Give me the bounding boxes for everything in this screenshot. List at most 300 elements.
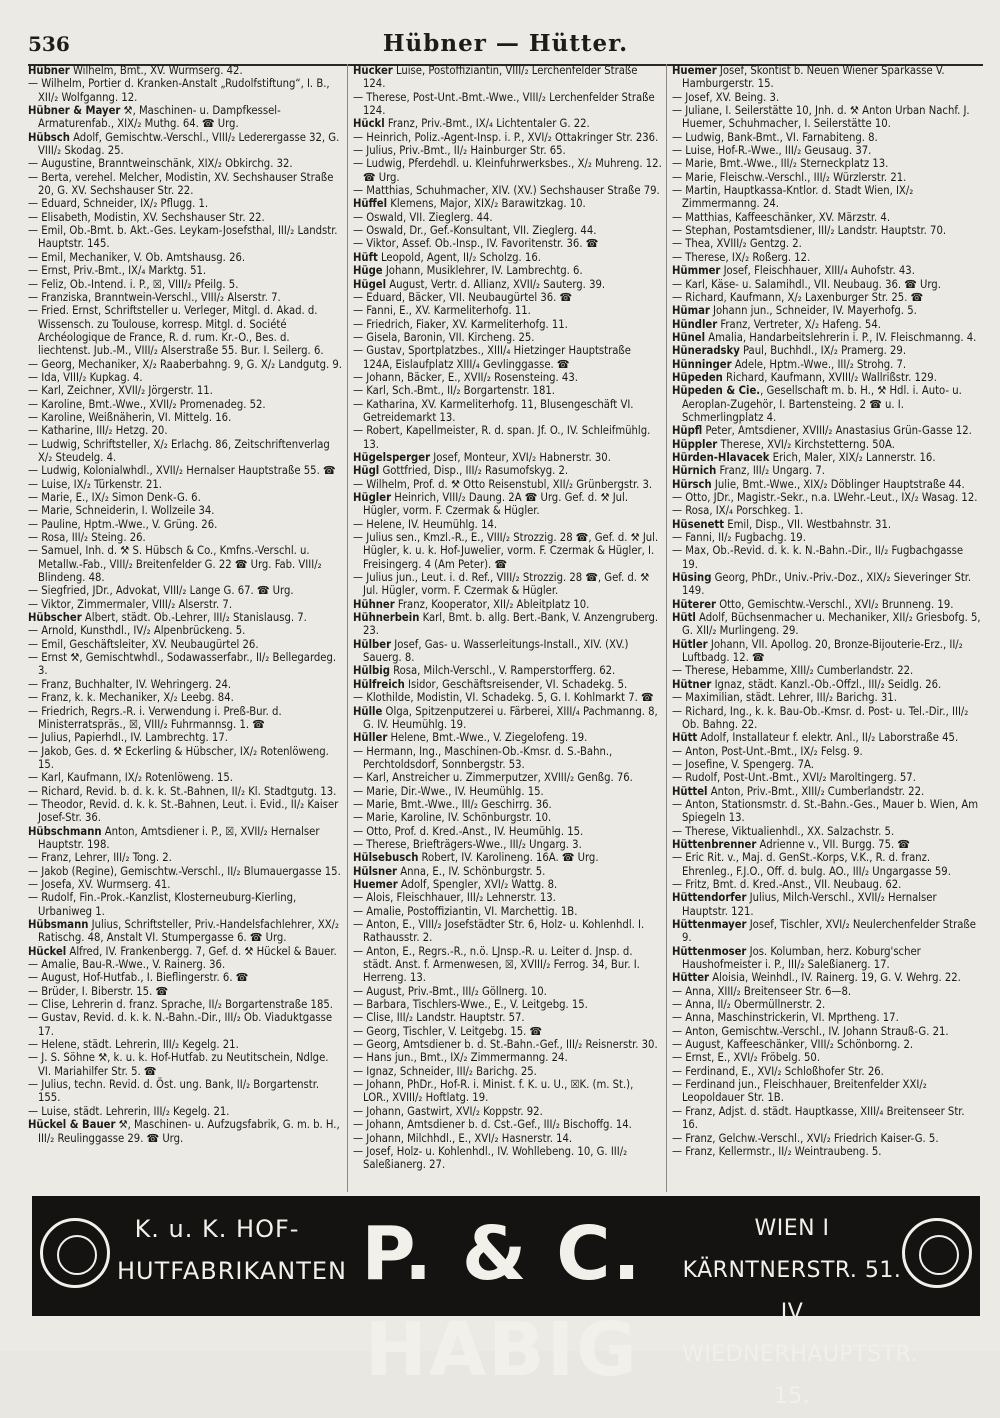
- directory-entry: [28, 945, 343, 958]
- directory-entry: [353, 1065, 662, 1078]
- entry-details: Franz, Priv.-Bmt., IX/₄ Lichtentaler G. 22.: [384, 117, 590, 131]
- entry-details: — Richard, Ing., k. k. Bau-Ob.-Kmsr. d. Post- u. Tel.-Dir., III/₂ Ob. Bahng. 22.: [672, 704, 969, 731]
- entry-details: Georg, PhDr., Univ.-Priv.-Doz., XIX/₂ Sieveringer Str. 149.: [682, 571, 972, 598]
- entry-surname: Huemer: [353, 877, 398, 891]
- entry-details: — Luise, IX/₂ Türkenstr. 21.: [28, 477, 162, 491]
- entry-surname: Hüttenmayer: [672, 918, 747, 931]
- entry-details: — Hans jun., Bmt., IX/₂ Zimmermanng. 24.: [353, 1051, 568, 1065]
- directory-entry: [672, 598, 981, 611]
- directory-entry: [28, 358, 343, 371]
- ad-left-line-2: HUTFABRIKANTEN: [117, 1257, 347, 1285]
- entry-details: — Anna, XIII/₂ Breitenseer Str. 6—8.: [672, 984, 852, 998]
- entry-details: — Marie, Dir.-Wwe., IV. Heumühlg. 15.: [353, 784, 544, 798]
- entry-details: — Marie, Bmt.-Wwe., III/₂ Sterneckplatz 13.: [672, 157, 889, 171]
- ad-left-line-1: K. u. K. HOF-: [134, 1215, 300, 1243]
- directory-entry: [672, 851, 981, 878]
- directory-entry: [353, 1038, 662, 1051]
- directory-entry: [672, 518, 981, 531]
- entry-surname: Hügl: [353, 464, 380, 478]
- directory-entry: [353, 478, 662, 491]
- entry-details: — Pauline, Hptm.-Wwe., V. Grüng. 26.: [28, 517, 218, 531]
- entry-details: — Karl, Zeichner, XVII/₂ Jörgerstr. 11.: [28, 384, 213, 398]
- directory-entry: [353, 1132, 662, 1145]
- entry-details: — Franz, Adjst. d. städt. Hauptkasse, XIII/₄ Breitenseer Str. 16.: [672, 1104, 965, 1132]
- directory-entry: [353, 224, 662, 237]
- entry-details: — Maximilian, städt. Lehrer, III/₂ Barichg. 31.: [672, 691, 897, 705]
- entry-surname: Hüttenbrenner: [672, 837, 757, 851]
- directory-entry: [28, 785, 343, 798]
- directory-entry: [28, 518, 343, 531]
- entry-details: — Therese, Hebamme, XIII/₂ Cumberlandstr. 22.: [672, 664, 914, 678]
- entry-details: — Ernst ⚒, Gemischtwhdl., Sodawasserfabr., II/₂ Bellegardeg. 3.: [28, 651, 337, 678]
- entry-details: — Luise, städt. Lehrerin, III/₂ Kegelg. 21.: [28, 1104, 230, 1118]
- entry-details: — Franz, k. k. Mechaniker, X/₂ Leebg. 84.: [28, 691, 234, 705]
- entry-details: — Julius, Priv.-Bmt., II/₂ Hainburger Str. 65.: [353, 144, 566, 158]
- directory-entry: [353, 891, 662, 904]
- directory-entry: [28, 985, 343, 998]
- entry-surname: Hübsch: [28, 130, 70, 144]
- entry-details: — Eduard, Bäcker, VII. Neubaugürtel 36. ☎: [353, 290, 573, 304]
- entry-details: August, Vertr. d. Allianz, XVII/₂ Sauterg. 39.: [386, 277, 606, 291]
- directory-entry: [672, 304, 981, 317]
- entry-details: — Ignaz, Schneider, III/₂ Barichg. 25.: [353, 1064, 537, 1078]
- entry-details: — Johann, Bäcker, E., XVII/₂ Rosensteing. 43.: [353, 370, 578, 384]
- directory-entry: [672, 91, 981, 104]
- entry-details: Julie, Bmt.-Wwe., XIX/₂ Döblinger Hauptstraße 44.: [711, 477, 965, 491]
- entry-details: — Anton, E., Regrs.-R., n.ö. LJnsp.-R. u. Leiter d. Jnsp. d. städt. Anst. f. Armenwesen, ☒, XVIII/₂ Ferrog. 34, Bur. I. Herreng. 13.: [353, 944, 640, 985]
- directory-entry: [672, 237, 981, 250]
- directory-entry: [353, 91, 662, 118]
- directory-entry: [672, 998, 981, 1011]
- directory-entry: [28, 251, 343, 264]
- directory-entry: [672, 131, 981, 144]
- directory-entry: [353, 878, 662, 891]
- column-1: [28, 64, 347, 1192]
- entry-details: — Karoline, Weißnäherin, VI. Mittelg. 16.: [28, 410, 232, 424]
- running-head: Hübner — Hütter.: [382, 30, 629, 57]
- entry-surname: Hübscher: [28, 611, 82, 625]
- directory-entry: [672, 1105, 981, 1132]
- directory-entry: [672, 611, 981, 638]
- entry-details: — Johann, PhDr., Hof-R. i. Minist. f. K. u. U., ☒K. (m. St.), LOR., XVIII/₂ Hoftlatg. 19.: [353, 1078, 634, 1105]
- entry-details: — Luise, Hof-R.-Wwe., III/₂ Geusaug. 37.: [672, 144, 872, 158]
- entry-details: — Brüder, I. Biberstr. 15. ☎: [28, 984, 168, 998]
- entry-surname: Hüffel: [353, 197, 388, 211]
- entry-details: Aloisia, Weinhdl., IV. Rainerg. 19, G. V. Wehrg. 22.: [709, 971, 961, 985]
- ad-brand-name: P. & C. HABIG: [361, 1211, 643, 1393]
- directory-entry: [672, 825, 981, 838]
- entry-surname: Hümmer: [672, 264, 721, 278]
- directory-entry: [353, 117, 662, 130]
- entry-surname: Hüsing: [672, 571, 712, 585]
- directory-entry: [28, 464, 343, 477]
- entry-details: — Oswald, Dr., Gef.-Konsultant, VII. Zieglerg. 44.: [353, 224, 597, 238]
- entry-details: Albert, städt. Ob.-Lehrer, III/₂ Stanislausg. 7.: [81, 611, 307, 625]
- directory-entry: [28, 384, 343, 397]
- entry-details: — Oswald, VII. Zieglerg. 44.: [353, 210, 493, 224]
- directory-entry: [353, 1025, 662, 1038]
- entry-surname: Hütler: [672, 637, 708, 651]
- entry-details: Rosa, Milch-Verschl., V. Ramperstorfferg. 62.: [389, 664, 616, 678]
- entry-details: Otto, Gemischtw.-Verschl., XVI/₂ Brunneng. 19.: [716, 597, 954, 611]
- entry-details: — Katharina, XV. Karmeliterhofg. 11, Blusengeschäft VI. Getreidemarkt 13.: [353, 397, 634, 424]
- entry-details: Julius, Milch-Verschl., XVII/₂ Hernalser Hauptstr. 121.: [682, 891, 937, 918]
- entry-details: — Max, Ob.-Revid. d. k. k. N.-Bahn.-Dir., II/₂ Fugbachgasse 19.: [672, 544, 964, 571]
- directory-entry: [672, 745, 981, 758]
- directory-entry: [672, 798, 981, 825]
- directory-entry: [28, 544, 343, 584]
- entry-details: Olga, Spitzenputzerei u. Färberei, XIII/₄ Pachmanng. 8, G. IV. Heumühlg. 19.: [363, 704, 658, 731]
- directory-entry: [28, 371, 343, 384]
- directory-entry: [672, 278, 981, 291]
- directory-entry: [28, 611, 343, 624]
- entry-details: Heinrich, VIII/₂ Daung. 2A ☎ Urg. Gef. d. ⚒ Jul. Hügler, vorm. F. Czermak & Hügler.: [363, 491, 629, 518]
- directory-entry: [353, 825, 662, 838]
- entry-details: — Wilhelm, Portier d. Kranken-Anstalt „Rudolfstiftung“, I. B., XII/₂ Wolfganng. 12.: [28, 77, 330, 104]
- entry-surname: Hügel: [353, 277, 387, 291]
- directory-entry: [28, 411, 343, 424]
- entry-details: — Rosa, III/₂ Steing. 26.: [28, 531, 146, 545]
- directory-entry: [672, 211, 981, 224]
- ad-right-text: [682, 1208, 919, 1418]
- directory-entry: [28, 1038, 343, 1051]
- directory-entry: [28, 598, 343, 611]
- entry-details: Therese, XVI/₂ Kirchstetterng. 50A.: [717, 437, 895, 451]
- entry-details: — Amalie, Bau-R.-Wwe., V. Rainerg. 36.: [28, 958, 226, 972]
- entry-details: — Georg, Amtsdiener b. d. St.-Bahn.-Gef., III/₂ Reisnerstr. 30.: [353, 1038, 658, 1052]
- directory-entry: [28, 478, 343, 491]
- entry-details: Johann jun., Schneider, IV. Mayerhofg. 5.: [709, 304, 917, 318]
- directory-entry: [28, 438, 343, 465]
- directory-entry: [353, 798, 662, 811]
- directory-entry: [28, 865, 343, 878]
- entry-surname: Hücker: [353, 64, 393, 77]
- entry-surname: Hübner: [28, 64, 70, 77]
- entry-details: Alfred, IV. Frankenbergg. 7, Gef. d. ⚒ Hückel & Bauer.: [66, 944, 337, 958]
- directory-entry: [28, 638, 343, 651]
- entry-details: — Theodor, Revid. d. k. k. St.-Bahnen, Leut. i. Evid., II/₂ Kaiser Josef-Str. 36.: [28, 797, 339, 825]
- entry-details: — Rudolf, Fin.-Prok.-Kanzlist, Klosterneuburg-Kierling, Urbaniweg 1.: [28, 891, 297, 918]
- entry-details: — Georg, Mechaniker, X/₂ Raaberbahng. 9, G. X/₂ Landgutg. 9.: [28, 357, 342, 371]
- directory-entry: [353, 157, 662, 184]
- entry-details: — Marie, Karoline, IV. Schönburgstr. 10.: [353, 811, 552, 825]
- directory-entry: [28, 745, 343, 772]
- directory-entry: [28, 624, 343, 637]
- entry-details: Wilhelm, Bmt., XV. Wurmserg. 42.: [69, 64, 243, 77]
- entry-details: ⚒, Maschinen- u. Aufzugsfabrik, G. m. b. H., III/₂ Reulinggasse 29. ☎ Urg.: [38, 1118, 340, 1145]
- directory-entry: [353, 424, 662, 451]
- entry-details: — Marie, Schneiderin, I. Wollzeile 34.: [28, 504, 215, 518]
- entry-details: Adrienne v., VII. Burgg. 75. ☎: [756, 837, 910, 851]
- directory-entry: [28, 678, 343, 691]
- directory-entry: [28, 1051, 343, 1078]
- entry-details: — Gustav, Sportplatzbes., XIII/₄ Hietzinger Hauptstraße 124A, Eislaufplatz XIII/₄ Gevlinggasse. ☎: [353, 344, 631, 371]
- entry-surname: Hüsenett: [672, 517, 725, 531]
- entry-details: — Anna, Maschinstrickerin, VI. Mprtheng. 17.: [672, 1011, 899, 1025]
- entry-surname: Hückel & Bauer: [28, 1118, 116, 1132]
- directory-entry: [353, 985, 662, 998]
- entry-details: — Franz, Buchhalter, IV. Wehringerg. 24.: [28, 677, 232, 691]
- entry-details: — Heinrich, Poliz.-Agent-Insp. i. P., XVI/₂ Ottakringer Str. 236.: [353, 130, 659, 144]
- entry-surname: Hülsner: [353, 864, 397, 878]
- entry-details: — Johann, Milchhdl., E., XVI/₂ Hasnerstr. 14.: [353, 1131, 573, 1145]
- directory-entry: [672, 1065, 981, 1078]
- entry-details: — Franziska, Branntwein-Verschl., VIII/₂ Alserstr. 7.: [28, 290, 281, 304]
- directory-entry: [28, 1118, 343, 1145]
- directory-entry: [28, 958, 343, 971]
- entry-surname: Huemer: [672, 64, 717, 77]
- directory-entry: [353, 678, 662, 691]
- directory-entry: [353, 664, 662, 677]
- entry-surname: Hümar: [672, 304, 710, 318]
- entry-details: Emil, Disp., VII. Westbahnstr. 31.: [724, 517, 892, 531]
- directory-entry: [353, 264, 662, 277]
- entry-details: — Klothilde, Modistin, VI. Schadekg. 5, G. I. Kohlmarkt 7. ☎: [353, 691, 654, 705]
- entry-details: — Ferdinand, E., XVI/₂ Schloßhofer Str. 26.: [672, 1064, 884, 1078]
- directory-entry: [353, 865, 662, 878]
- directory-entry: [672, 344, 981, 357]
- directory-entry: [672, 1132, 981, 1145]
- directory-entry: [353, 237, 662, 250]
- entry-details: Richard, Kaufmann, XVIII/₂ Wallrißstr. 129.: [722, 370, 937, 384]
- directory-entry: [672, 878, 981, 891]
- directory-entry: [353, 598, 662, 611]
- directory-entry: [28, 77, 343, 104]
- entry-details: — Marie, Fleischw.-Verschl., III/₂ Würzlerstr. 21.: [672, 170, 907, 184]
- entry-details: — J. S. Söhne ⚒, k. u. k. Hof-Hutfab. zu Neutitschein, Ndlge. VI. Mariahilfer Str. 5. ☎: [28, 1051, 329, 1078]
- entry-details: — Franz, Kellermstr., II/₂ Weintraubeng. 5.: [672, 1144, 882, 1158]
- entry-surname: Hülle: [353, 704, 383, 718]
- directory-entry: [672, 64, 981, 91]
- entry-details: — Karl, Kaufmann, IX/₂ Rotenlöweng. 15.: [28, 771, 233, 785]
- directory-entry: [672, 758, 981, 771]
- directory-entry: [28, 398, 343, 411]
- directory-entry: [28, 825, 343, 852]
- entry-details: — Ferdinand jun., Fleischhauer, Breitenfelder XXI/₂ Leopoldauer Str. 1B.: [672, 1078, 927, 1105]
- entry-details: Franz, Vertreter, X/₂ Hafeng. 54.: [717, 317, 881, 331]
- directory-entry: [353, 344, 662, 371]
- entry-surname: Hübschmann: [28, 824, 102, 838]
- directory-entry: [672, 157, 981, 170]
- entry-details: Anton, Priv.-Bmt., XIII/₂ Cumberlandstr. 22.: [707, 784, 925, 798]
- directory-entry: [353, 731, 662, 744]
- entry-details: — Rosa, IX/₄ Porschkeg. 1.: [672, 504, 804, 518]
- directory-entry: [353, 531, 662, 571]
- entry-details: — Marie, E., IX/₂ Simon Denk-G. 6.: [28, 491, 201, 504]
- entry-surname: Hündler: [672, 317, 718, 331]
- ad-right-line-2: IV WIEDNERHAUPTSTR. 15.: [682, 1300, 919, 1409]
- entry-details: Gottfried, Disp., III/₂ Rasumofskyg. 2.: [379, 464, 569, 478]
- entry-details: — Anna, II/₂ Obermüllnerstr. 2.: [672, 998, 826, 1012]
- directory-entry: [672, 451, 981, 464]
- directory-entry: [353, 611, 662, 638]
- directory-entry: [672, 838, 981, 851]
- entry-surname: Hülsebusch: [353, 851, 419, 865]
- entry-details: — Georg, Tischler, V. Leitgebg. 15. ☎: [353, 1024, 543, 1038]
- directory-entry: [672, 464, 981, 477]
- entry-details: — Otto, Prof. d. Kred.-Anst., IV. Heumühlg. 15.: [353, 824, 584, 838]
- crown-emblem-icon: [40, 1218, 110, 1288]
- entry-details: — Fritz, Bmt. d. Kred.-Anst., VII. Neubaug. 62.: [672, 877, 902, 891]
- directory-entry: [28, 171, 343, 198]
- entry-details: — Clise, Lehrerin d. franz. Sprache, II/₂ Borgartenstraße 185.: [28, 998, 333, 1012]
- directory-entry: [28, 104, 343, 131]
- entry-details: — Viktor, Zimmermaler, VIII/₂ Alserstr. 7.: [28, 597, 233, 611]
- directory-entry: [672, 491, 981, 504]
- directory-entry: [28, 798, 343, 825]
- directory-entry: [28, 131, 343, 158]
- entry-details: Paul, Buchhdl., IX/₂ Pramerg. 29.: [739, 344, 907, 358]
- directory-entry: [353, 1051, 662, 1064]
- entry-details: — Richard, Revid. b. d. k. k. St.-Bahnen, II/₂ Kl. Stadtgutg. 13.: [28, 784, 337, 798]
- directory-entry: [353, 278, 662, 291]
- entry-details: — Josef, XV. Being. 3.: [672, 90, 780, 104]
- habig-advertisement: [32, 1196, 980, 1409]
- entry-details: — Anton, Post-Unt.-Bmt., IX/₂ Felsg. 9.: [672, 744, 863, 758]
- directory-entry: [353, 1118, 662, 1131]
- directory-entry: [28, 531, 343, 544]
- column-3: [666, 64, 985, 1192]
- directory-entry: [672, 664, 981, 677]
- entry-surname: Hüft: [353, 250, 378, 264]
- entry-surname: Hückl: [353, 117, 385, 131]
- entry-details: — Julius sen., Kmzl.-R., E., VIII/₂ Strozzig. 28 ☎, Gef. d. ⚒ Jul. Hügler, k. u. k. Hof-Juwelier, vorm. F. Czermak & Hügler, I. Freisingerg. 4 (Am Peter). ☎: [353, 531, 659, 571]
- entry-details: — Hermann, Ing., Maschinen-Ob.-Kmsr. d. S.-Bahn., Perchtoldsdorf, Sonnbergstr. 53.: [353, 744, 613, 771]
- directory-entry: [28, 64, 343, 77]
- entry-surname: Hüppler: [672, 437, 718, 451]
- entry-details: — Fanni, E., XV. Karmeliterhofg. 11.: [353, 304, 531, 318]
- directory-entry: [672, 678, 981, 691]
- directory-entry: [28, 197, 343, 210]
- directory-entry: [672, 638, 981, 665]
- directory-entry: [353, 851, 662, 864]
- directory-entry: [353, 518, 662, 531]
- entry-details: — Julius, techn. Revid. d. Öst. ung. Bank, II/₂ Borgartenstr. 155.: [28, 1078, 320, 1105]
- directory-entry: [353, 691, 662, 704]
- directory-entry: [28, 998, 343, 1011]
- entry-details: — August, Priv.-Bmt., III/₂ Göllnerg. 10.: [353, 984, 547, 998]
- directory-entry: [28, 291, 343, 304]
- entry-details: Amalia, Handarbeitslehrerin i. P., IV. Fleischmanng. 4.: [705, 330, 977, 344]
- entry-details: — Marie, Bmt.-Wwe., III/₂ Geschirrg. 36.: [353, 797, 552, 811]
- entry-details: — Amalie, Postoffiziantin, VI. Marchettig. 1B.: [353, 904, 578, 918]
- directory-entry: [353, 451, 662, 464]
- directory-entry: [353, 1011, 662, 1024]
- entry-details: — Thea, XVIII/₂ Gentzg. 2.: [672, 237, 802, 251]
- directory-entry: [672, 571, 981, 598]
- directory-entry: [28, 891, 343, 918]
- directory-entry: [28, 211, 343, 224]
- entry-details: Isidor, Geschäftsreisender, VI. Schadekg. 5.: [404, 677, 628, 691]
- directory-entry: [672, 731, 981, 744]
- entry-details: — Anton, Gemischtw.-Verschl., IV. Johann Strauß-G. 21.: [672, 1024, 949, 1038]
- entry-surname: Hüpeden & Cie.: [672, 384, 761, 398]
- entry-details: — Matthias, Kaffeeschänker, XV. Märzstr. 4.: [672, 210, 891, 224]
- directory-entry: [28, 1011, 343, 1038]
- directory-entry: [28, 971, 343, 984]
- entry-surname: Hühnerbein: [353, 611, 420, 625]
- crest-emblem-icon: [902, 1218, 972, 1288]
- directory-entry: [28, 584, 343, 597]
- directory-entry: [672, 171, 981, 184]
- directory-entry: [28, 1105, 343, 1118]
- directory-entry: [353, 464, 662, 477]
- entry-details: — Therese, Briefträgers-Wwe., III/₂ Ungarg. 3.: [353, 837, 582, 851]
- directory-entry: [353, 184, 662, 197]
- ad-right-line-1: WIEN I KÄRNTNERSTR. 51.: [682, 1216, 902, 1283]
- directory-entry: [353, 331, 662, 344]
- directory-entry: [353, 771, 662, 784]
- directory-entry: [353, 371, 662, 384]
- entry-details: ⚒, Maschinen- u. Dampfkessel-Armaturenfab., XIX/₂ Muthg. 64. ☎ Urg.: [38, 104, 281, 131]
- directory-entry: [353, 638, 662, 665]
- entry-details: Josef, Fleischhauer, XIII/₄ Auhofstr. 43.: [720, 264, 915, 278]
- directory-entry: [28, 731, 343, 744]
- entry-details: — Johann, Amtsdiener b. d. Cst.-Gef., III/₂ Bischoffg. 14.: [353, 1118, 632, 1132]
- directory-entry: [672, 891, 981, 918]
- directory-entry: [672, 438, 981, 451]
- entry-details: — Siegfried, JDr., Advokat, VIII/₂ Lange G. 67. ☎ Urg.: [28, 584, 294, 598]
- entry-details: Leopold, Agent, II/₂ Scholzg. 16.: [377, 250, 541, 264]
- entry-surname: Hüge: [353, 264, 383, 278]
- entry-details: Erich, Maler, XIX/₂ Lannerstr. 16.: [769, 450, 936, 464]
- directory-entry: [28, 157, 343, 170]
- directory-entry: [672, 1038, 981, 1051]
- entry-surname: Hühner: [353, 597, 395, 611]
- entry-details: — Therese, Viktualienhdl., XX. Salzachstr. 5.: [672, 824, 895, 838]
- entry-details: Adolf, Gemischtw.-Verschl., VIII/₂ Lederergasse 32, G. VIII/₂ Skodag. 25.: [38, 130, 340, 158]
- entry-details: — Karl, Anstreicher u. Zimmerputzer, XVIII/₂ Genßg. 76.: [353, 771, 633, 785]
- directory-entry: [672, 424, 981, 437]
- entry-details: — Fried. Ernst, Schriftsteller u. Verleger, Mitgl. d. Akad. d. Wissensch. zu Toulouse, korresp. Mitgl. d. Société Archéologique de France, R. d. rum. Kr.-O., Bes. d. liechtenst. Jub.-M., VIII/₂ Alserstraße 55. Bur. I. Seilerg. 6.: [28, 304, 324, 358]
- entry-details: — Viktor, Assef. Ob.-Insp., IV. Favoritenstr. 36. ☎: [353, 237, 599, 251]
- entry-details: — Katharine, III/₂ Hetzg. 20.: [28, 424, 168, 438]
- entry-details: — Clise, III/₂ Landstr. Hauptstr. 57.: [353, 1011, 525, 1025]
- entry-details: — Ludwig, Bank-Bmt., VI. Farnabiteng. 8.: [672, 130, 878, 144]
- entry-surname: Hüpeden: [672, 370, 723, 384]
- entry-details: Julius, Schriftsteller, Priv.-Handelsfachlehrer, XX/₂ Ratischg. 48, Anstalt VI. Stumpergasse 6. ☎ Urg.: [38, 918, 340, 945]
- entry-details: Josef, Gas- u. Wasserleitungs-Install., XIV. (XV.) Sauerg. 8.: [363, 637, 629, 665]
- page-header: [28, 30, 983, 66]
- directory-entry: [353, 384, 662, 397]
- entry-details: Adolf, Installateur f. elektr. Anl., II/₂ Laborstraße 45.: [697, 731, 959, 745]
- page-number: 536: [28, 32, 70, 56]
- entry-details: — Anton, E., VIII/₂ Josefstädter Str. 6, Holz- u. Kohlenhdl. I. Rathausstr. 2.: [353, 918, 645, 945]
- entry-details: — Feliz, Ob.-Intend. i. P., ☒, VIII/₂ Pfeilg. 5.: [28, 277, 239, 291]
- directory-entry: [28, 918, 343, 945]
- entry-details: Franz, III/₂ Ungarg. 7.: [716, 464, 825, 478]
- directory-entry: [672, 771, 981, 784]
- directory-entry: [672, 371, 981, 384]
- entry-surname: Hürnich: [672, 464, 717, 478]
- entry-details: — Ludwig, Schriftsteller, X/₂ Erlachg. 86, Zeitschriftenverlag X/₂ Steudelg. 4.: [28, 437, 330, 464]
- directory-entry: [353, 785, 662, 798]
- entry-details: — Fanni, II/₂ Fugbachg. 19.: [672, 531, 806, 545]
- entry-details: — Gustav, Revid. d. k. k. N.-Bahn.-Dir., III/₂ Ob. Viaduktgasse 17.: [28, 1011, 333, 1038]
- directory-entry: [353, 251, 662, 264]
- directory-entry: [28, 278, 343, 291]
- entry-details: — Matthias, Schuhmacher, XIV. (XV.) Sechshauser Straße 79.: [353, 184, 660, 198]
- entry-details: Josef, Monteur, XVI/₂ Habnerstr. 30.: [430, 450, 611, 464]
- entry-details: — Ludwig, Pferdehdl. u. Kleinfuhrwerksbes., X/₂ Muhreng. 12. ☎ Urg.: [353, 157, 662, 184]
- entry-surname: Hürsch: [672, 477, 712, 491]
- directory-entry: [672, 1078, 981, 1105]
- directory-entry: [672, 785, 981, 798]
- directory-entry: [353, 64, 662, 91]
- directory-entry: [28, 651, 343, 678]
- entry-details: — Helene, städt. Lehrerin, III/₂ Kegelg. 21.: [28, 1038, 239, 1052]
- directory-entry: [28, 504, 343, 517]
